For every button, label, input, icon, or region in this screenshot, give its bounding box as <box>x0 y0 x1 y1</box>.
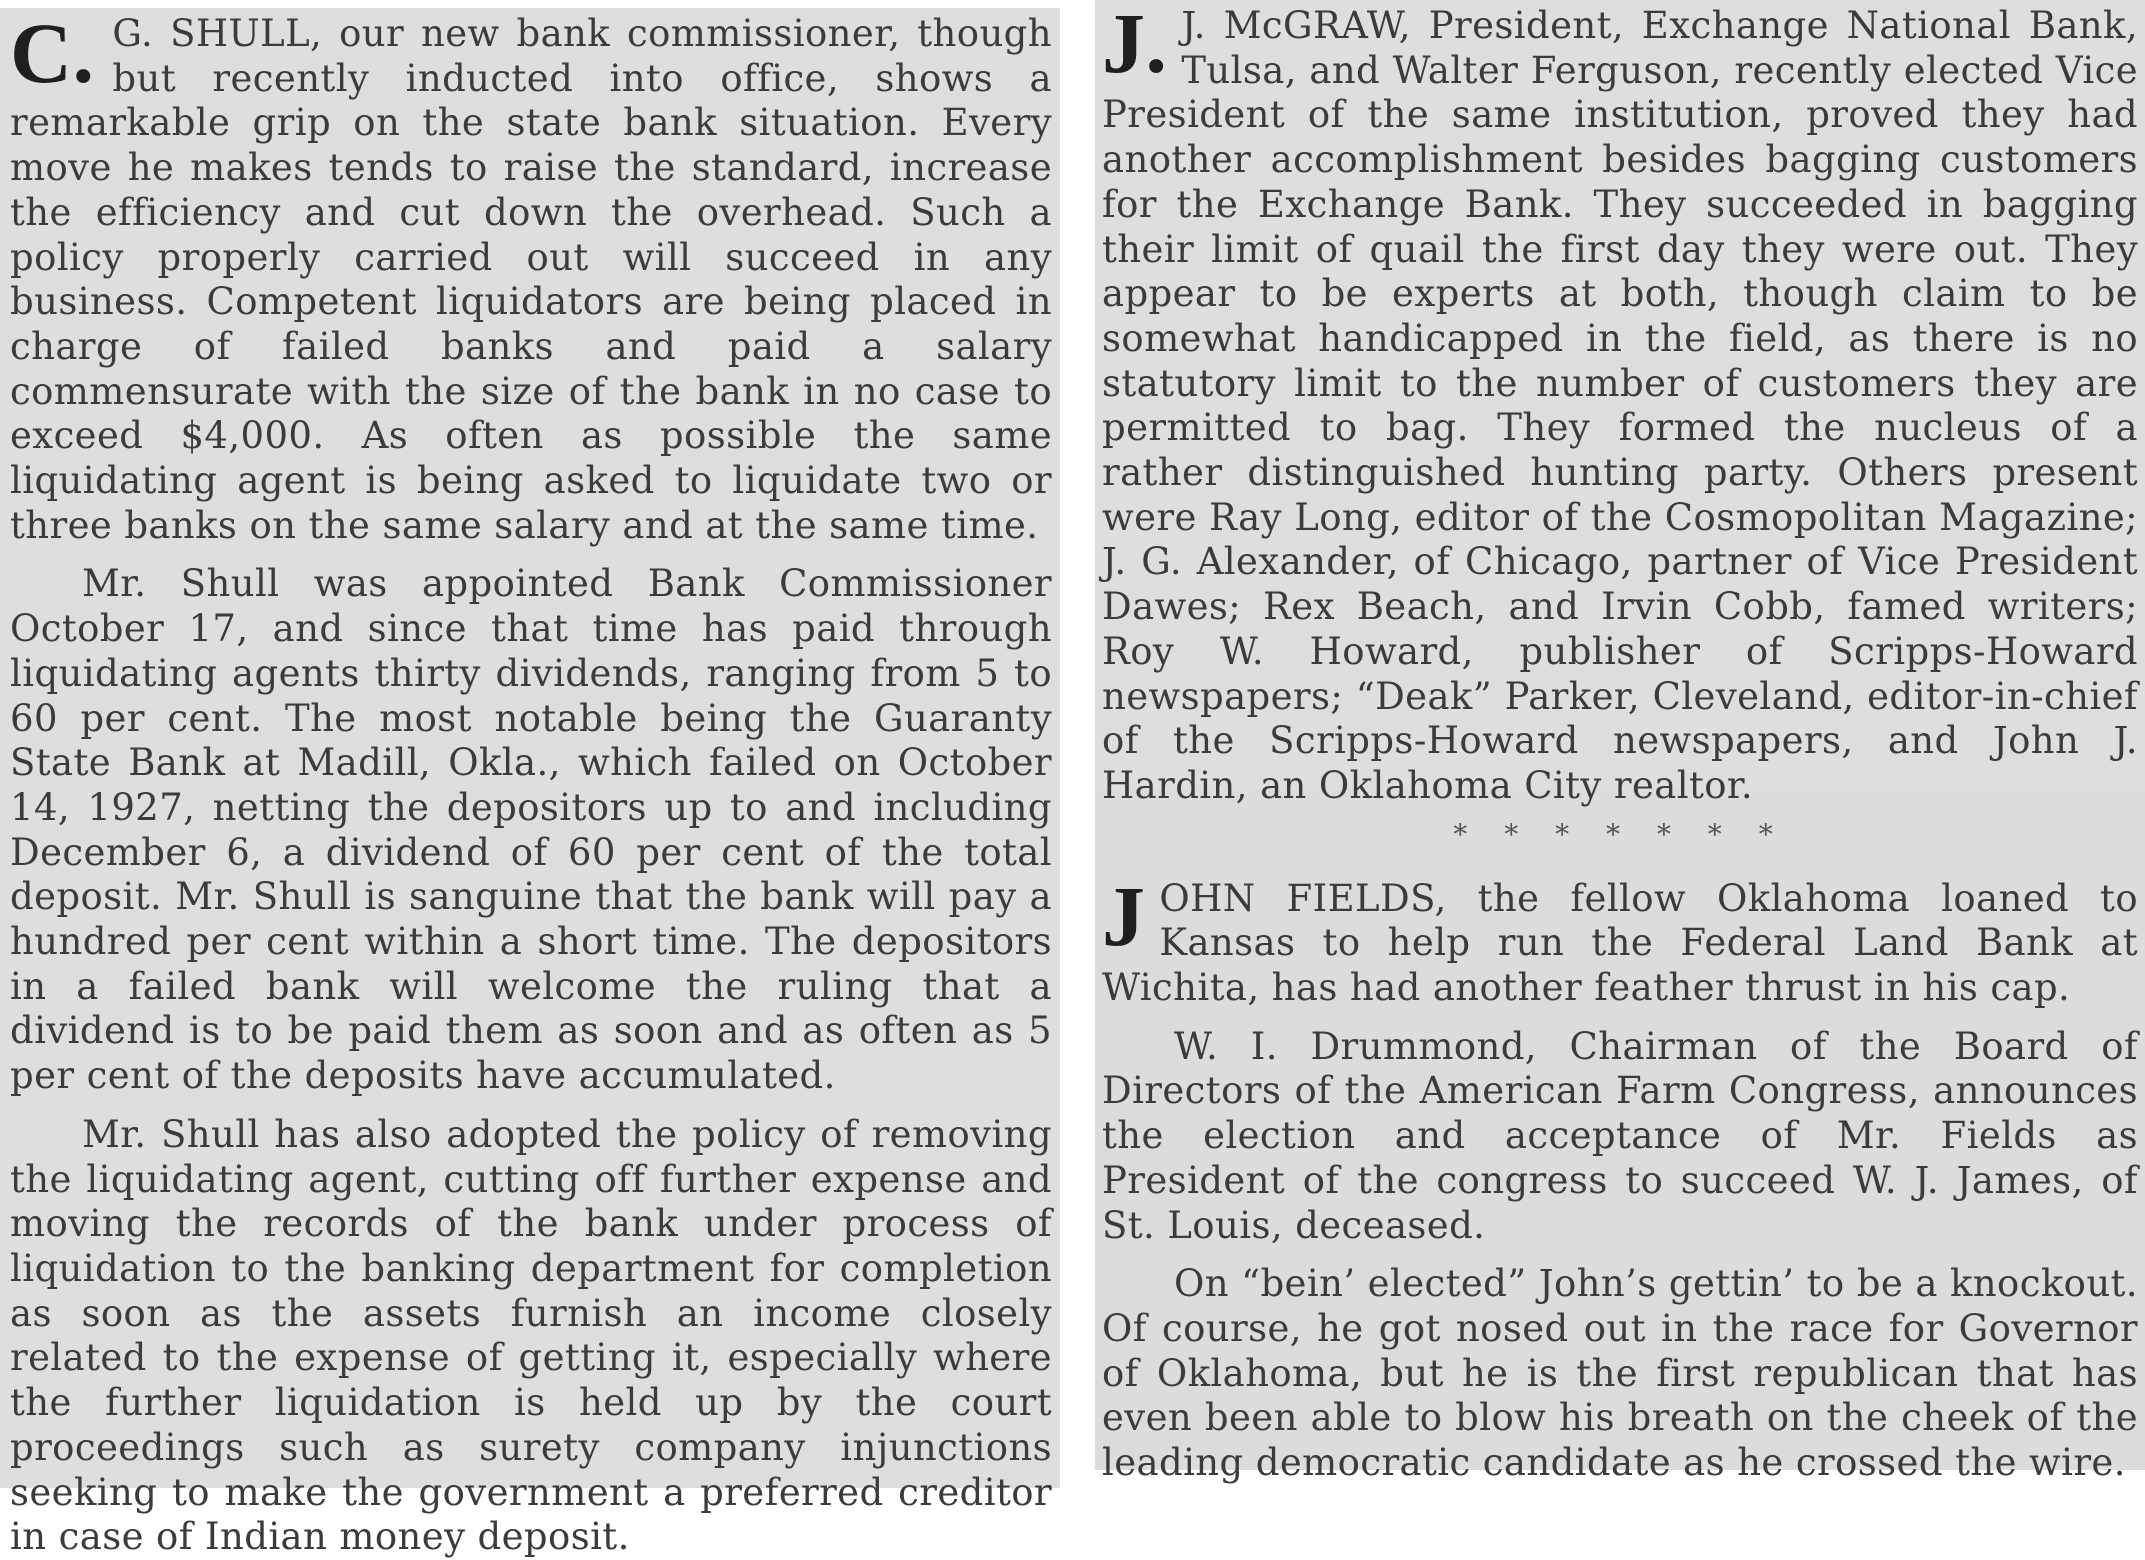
article-shull-lead <box>10 5 1052 548</box>
article-shull-lead-text: G. SHULL, our new bank commissioner, though but recently inducted into office, shows a remarkable grip on the state bank situation. Every move he makes tends to raise the standard, increase the efficiency and cut down the overhead. Such a policy properly carried out will succeed in any business. Competent liquidators are being placed in charge of failed banks and paid a salary commensurate with the size of the bank in no case to exceed $4,000. As often as possible the same liquidating agent is being asked to liquidate two or three banks on the same salary and at the same time. <box>10 12 1052 547</box>
article-shull <box>10 5 1052 1560</box>
article-fields-paragraph-3: On “bein’ elected” John’s gettin’ to be a knockout. Of course, he got nosed out in the race for Governor of Oklahoma, but he is the first republican that has even been able to blow his breath on the cheek of the leading democratic candidate as he crossed the wire. <box>1102 1262 2138 1485</box>
dropcap-c: C. <box>10 5 95 101</box>
article-shull-paragraph-2: Mr. Shull was appointed Bank Commissioner October 17, and since that time has paid through liquidating agents thirty dividends, ranging from 5 to 60 per cent. The most notable being the Guaranty State Bank at Madill, Okla., which failed on October 14, 1927, netting the depositors up to and including December 6, a dividend of 60 per cent of the total deposit. Mr. Shull is sanguine that the bank will pay a hundred per cent within a short time. The depositors in a failed bank will welcome the ruling that a dividend is to be paid them as soon and as often as 5 per cent of the deposits have accumulated. <box>10 562 1052 1098</box>
dropcap-j: J. <box>1102 0 1168 91</box>
article-fields-lead <box>1102 867 2138 1011</box>
right-column <box>1102 0 2138 1486</box>
article-mcgraw-lead <box>1102 0 2138 809</box>
article-mcgraw-lead-text: J. McGRAW, President, Exchange National Bank, Tulsa, and Walter Ferguson, recently elected Vice President of the same institution, proved they had another accomplishment besides bagging customers for the Exchange Bank. They succeeded in bagging their limit of quail the first day they were out. They appear to be experts at both, though claim to be somewhat handicapped in the field, as there is no statutory limit to the number of customers they are permitted to bag. They formed the nucleus of a rather distinguished hunting party. Others present were Ray Long, editor of the Cosmopolitan Magazine; J. G. Alexander, of Chicago, partner of Vice President Dawes; Rex Beach, and Irvin Cobb, famed writers; Roy W. Howard, publisher of Scripps-Howard newspapers; “Deak” Parker, Cleveland, editor-in-chief of the Scripps-Howard newspapers, and John J. Hardin, an Oklahoma City realtor. <box>1102 4 2138 807</box>
left-column <box>10 5 1052 1560</box>
article-shull-paragraph-3: Mr. Shull has also adopted the policy of removing the liquidating agent, cutting off further expense and moving the records of the bank under process of liquidation to the banking department for completion as soon as the assets furnish an income closely related to the expense of getting it, especially where the further liquidation is held up by the court proceedings such as surety company injunctions seeking to make the government a preferred creditor in case of Indian money deposit. <box>10 1112 1052 1559</box>
article-fields <box>1102 867 2138 1486</box>
article-fields-lead-text: OHN FIELDS, the fellow Oklahoma loaned to Kansas to help run the Federal Land Bank at Wichita, has had another feather thrust in his cap. <box>1102 876 2138 1010</box>
asterisk-separator: * * * * * * * <box>1453 817 1787 851</box>
article-fields-paragraph-2: W. I. Drummond, Chairman of the Board of Directors of the American Farm Congress, announces the election and acceptance of Mr. Fields as President of the congress to succeed W. J. James, of St. Louis, deceased. <box>1102 1024 2138 1247</box>
dropcap-j-fields: J <box>1102 867 1146 964</box>
article-mcgraw <box>1102 0 2138 809</box>
